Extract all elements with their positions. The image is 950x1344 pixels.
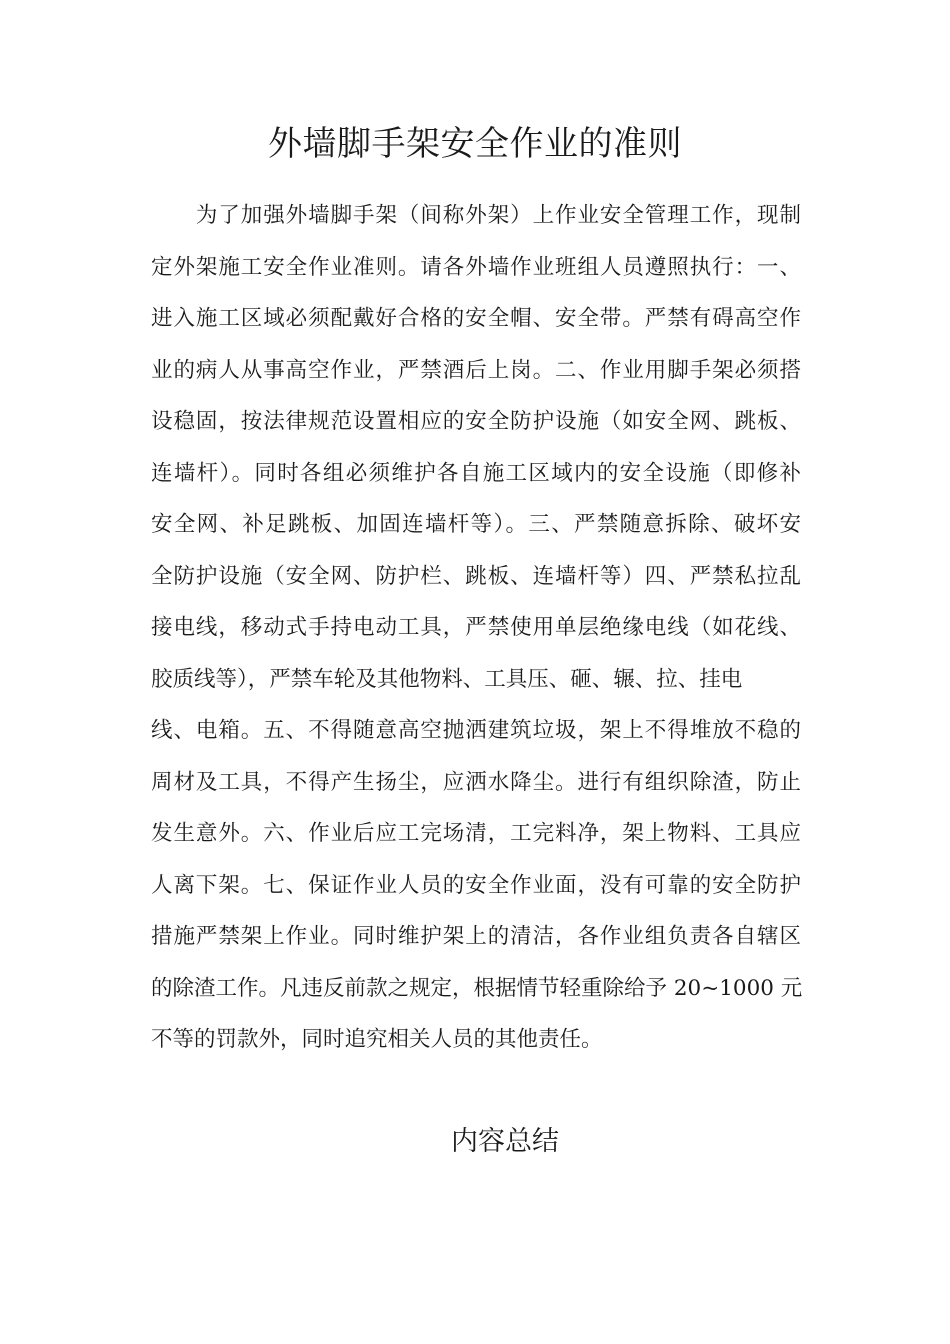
body-line: 连墙杆）。同时各组必须维护各自施工区域内的安全设施（即修补: [151, 460, 801, 486]
body-paragraph: [151, 190, 801, 1066]
summary-heading: 内容总结: [451, 1126, 559, 1157]
body-line: 业的病人从事高空作业，严禁酒后上岗。二、作业用脚手架必须搭: [151, 357, 801, 383]
body-line: 接电线，移动式手持电动工具，严禁使用单层绝缘电线（如花线、: [151, 615, 801, 640]
body-line: 全防护设施（安全网、防护栏、跳板、连墙杆等）四、严禁私拉乱: [151, 563, 801, 589]
body-line: 的除渣工作。凡违反前款之规定，根据情节轻重除给予 20~1000 元: [151, 975, 803, 1001]
document-title: 外墙脚手架安全作业的准则: [268, 124, 682, 164]
body-line: 周材及工具，不得产生扬尘，应洒水降尘。进行有组织除渣，防止: [151, 769, 801, 795]
body-line: 设稳固，按法律规范设置相应的安全防护设施（如安全网、跳板、: [151, 409, 801, 434]
body-line: 人离下架。七、保证作业人员的安全作业面，没有可靠的安全防护: [151, 872, 801, 898]
body-line: 线、电箱。五、不得随意高空抛洒建筑垃圾，架上不得堆放不稳的: [151, 718, 801, 743]
body-line: 安全网、补足跳板、加固连墙杆等）。三、严禁随意拆除、破坏安: [151, 512, 801, 537]
body-line: 胶质线等），严禁车轮及其他物料、工具压、砸、辗、拉、挂电: [151, 666, 743, 692]
body-line: 不等的罚款外，同时追究相关人员的其他责任。: [151, 1027, 603, 1052]
body-line: 措施严禁架上作业。同时维护架上的清洁，各作业组负责各自辖区: [151, 924, 801, 949]
body-line: 进入施工区域必须配戴好合格的安全帽、安全带。严禁有碍高空作: [151, 306, 801, 331]
body-line: 定外架施工安全作业准则。请各外墙作业班组人员遵照执行：一、: [151, 254, 801, 280]
body-line: 为了加强外墙脚手架（间称外架）上作业安全管理工作，现制: [151, 203, 801, 228]
body-line: 发生意外。六、作业后应工完场清，工完料净，架上物料、工具应: [151, 821, 801, 846]
